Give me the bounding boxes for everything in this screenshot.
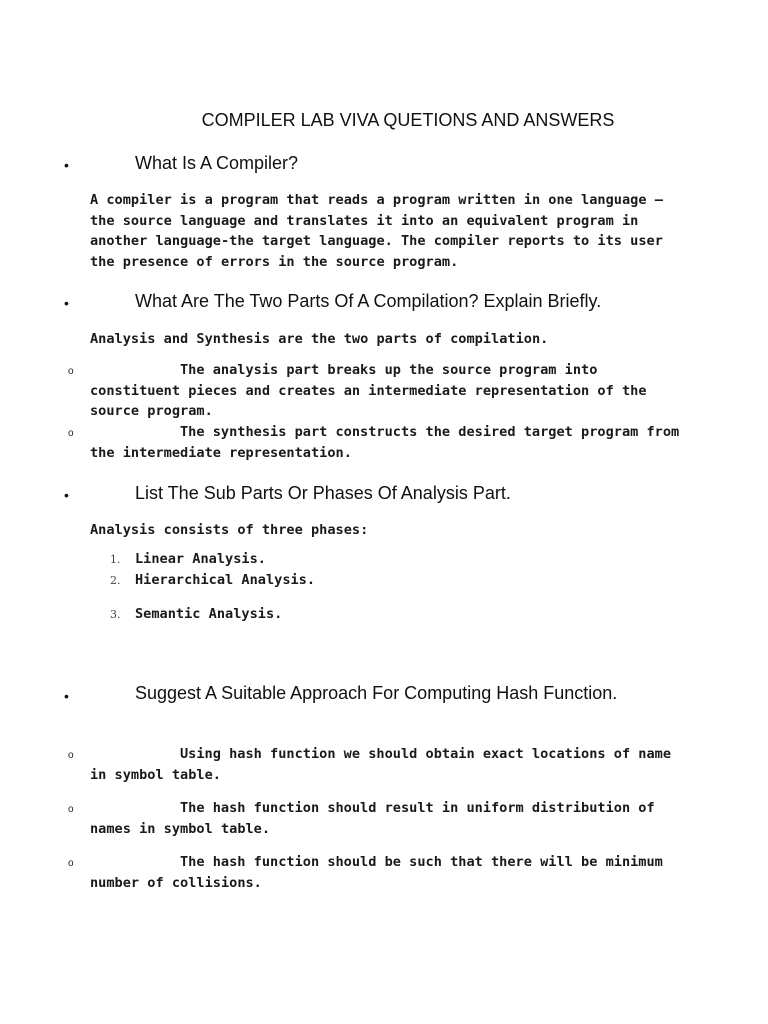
section-heading-hash-function: Suggest A Suitable Approach For Computing Hash Function. xyxy=(135,683,618,703)
sub-item-analysis-part: The analysis part breaks up the source program into constituent pieces and creates an intermediate representation of the source program. xyxy=(90,362,655,419)
list-number: 2. xyxy=(110,574,121,587)
bullet-marker: • xyxy=(64,688,69,704)
sub-item-synthesis-part: The synthesis part constructs the desired target program from the intermediate representation. xyxy=(90,424,688,461)
sub-bullet-marker: o xyxy=(68,428,74,439)
sub-bullet-marker: o xyxy=(68,750,74,761)
list-number: 1. xyxy=(110,553,121,566)
sub-bullet-marker: o xyxy=(68,804,74,815)
list-item xyxy=(110,572,315,588)
list-item-text: Hierarchical Analysis. xyxy=(135,572,316,588)
list-number: 3. xyxy=(110,608,121,621)
section-heading-analysis-phases: List The Sub Parts Or Phases Of Analysis Part. xyxy=(135,483,511,503)
section-body-compiler: A compiler is a program that reads a program written in one language –the source language and translates it into an equivalent program in another language-the target language. The compiler reports to its user the presence of errors in the source program. xyxy=(90,192,672,270)
sub-bullet-marker: o xyxy=(68,366,74,377)
list-item xyxy=(110,606,282,622)
section-body-compilation-parts: Analysis and Synthesis are the two parts of compilation. xyxy=(90,331,549,347)
section-body-analysis-phases: Analysis consists of three phases: xyxy=(90,522,369,538)
section-heading-compilation-parts: What Are The Two Parts Of A Compilation? Explain Briefly. xyxy=(135,291,602,311)
sub-item-hash-uniform-distribution: The hash function should result in uniform distribution of names in symbol table. xyxy=(90,800,663,837)
bullet-marker: • xyxy=(64,487,69,503)
list-item xyxy=(110,551,266,567)
bullet-marker: • xyxy=(64,295,69,311)
document-title: COMPILER LAB VIVA QUETIONS AND ANSWERS xyxy=(201,110,615,130)
bullet-marker: • xyxy=(64,157,69,173)
sub-item-hash-min-collisions: The hash function should be such that there will be minimum number of collisions. xyxy=(90,854,672,891)
sub-item-hash-exact-locations: Using hash function we should obtain exact locations of name in symbol table. xyxy=(90,746,680,783)
list-item-text: Semantic Analysis. xyxy=(135,606,283,622)
sub-bullet-marker: o xyxy=(68,858,74,869)
list-item-text: Linear Analysis. xyxy=(135,551,266,567)
section-heading-compiler: What Is A Compiler? xyxy=(135,153,299,173)
